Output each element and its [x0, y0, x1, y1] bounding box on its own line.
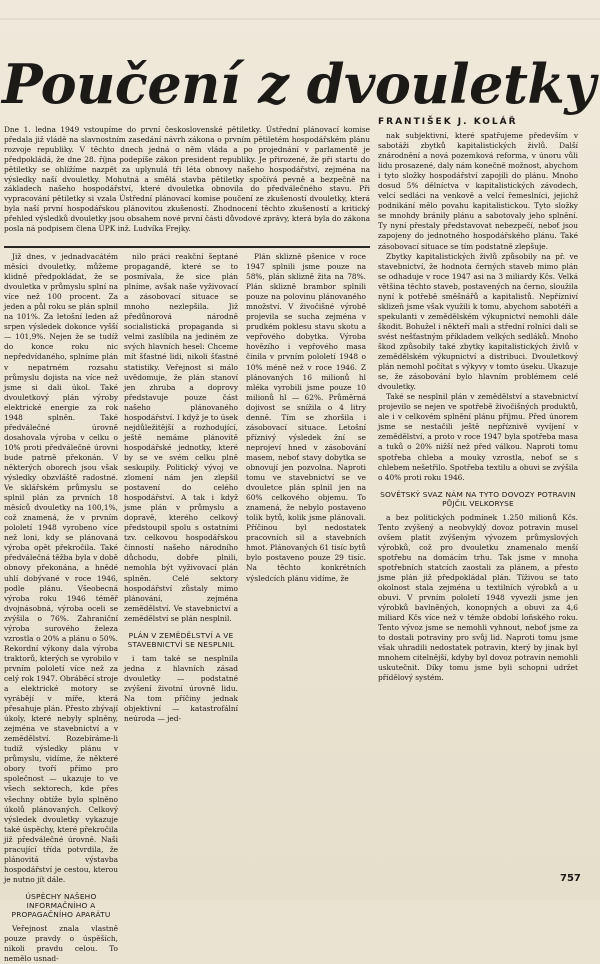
- text-column-2: [124, 252, 238, 888]
- text-column-3: [246, 252, 366, 888]
- text-column-1: [4, 252, 118, 964]
- column-paragraph: a bez politických podmínek 1.250 milionů Kčs. Tento zvýšený a neobvyklý dovoz potravin musel ovšem platit zvýšeným vývozem průmyslových výrobků, což pro dvouletku znamenalo menší spotřebu na domácím trhu. Tak jsme v mnoha spotřebních statcích zaostali za plánem, a přesto jsme plán již předpokládal plán. Tíživou se tato okolnost stala zejména u textilních výrobků a u obuvi. V prvním pololetí 1948 vyvezli jsme jen výrobků bavlněných, konopných a obuvi za 4,6 miliard Kčs více než v témže období loňského roku. Tento vývoz jsme se nemohli vyhnout, neboť jsme za to dostali potraviny pro svůj lid. Naproti tomu jsme však uhradili nedostatek potravin, který by jinak byl mnohem citelnější, kdyby byl dovoz potravin nemohli uskutečnit. Díky tomu jsme byli schopni udržet přídělový systém.: [378, 512, 578, 683]
- column-paragraph: Plán sklizně pšenice v roce 1947 splnili jsme pouze na 58%, plán sklizně žita na 78%. Plán sklizně brambor splnili pouze na polovinu plánovaného množství. V živočišné výrobě projevila se sucha zejména v prudkém poklesu stavu skotu a vepřového dobytka. Výroba hovězího i vepřového masa činila v prvním pololetí 1948 o 10% méně než v roce 1946. Z plánovaných 16 milionů hl mléka vyrobili jsme pouze 10 milionů hl — 62%. Průměrná dojivost se snížila o 4 litry denně. Tím se zhoršila i zásobovací situace. Letošní příznivý výsledek žní se neprojeví hned v zásobování masem, neboť stavy dobytka se obnovují jen pozvolna. Naproti tomu ve stavebnictví se ve dvouletce plán splnil jen na 60% celkového objemu. To znamená, že nebylo postaveno tolik bytů, kolik jsme plánovali. Příčinou byl nedostatek pracovních sil a stavebních hmot. Plánovaných 61 tisíc bytů bylo postaveno pouze 29 tisíc. Na těchto konkrétních výsledcích plánu vidíme, že: [246, 252, 366, 583]
- page-number: 757: [560, 873, 581, 884]
- article-byline: FRANTIŠEK J. KOLÁŘ: [378, 117, 518, 127]
- column-paragraph: i tam také se nesplnila jedna z hlavních zásad dvouletky — podstatné zvýšení životní úrovně lidu. Na tom příčiny jednak objektivní — katastrofální neúroda — jed-: [124, 653, 238, 724]
- page-fold: [0, 18, 600, 20]
- section-subheading: ÚSPĚCHY NAŠEHO INFORMAČNÍHO A PROPAGAČNÍHO APARÁTU: [11, 891, 111, 919]
- section-subheading: PLÁN V ZEMĚDĚLSTVÍ A VE STAVEBNICTVÍ SE NESPLNIL: [127, 630, 235, 649]
- column-paragraph: Již dnes, v jednadvacátém měsíci dvouletky, můžeme klidně předpokládat, že se dvouletka v průmyslu splní na více než 100 procent. Za jeden a půl roku se plán splnil na 101%. Za letošní leden až srpen výsledek dokonce vyšší — 101,9%. Nejen že se tudíž do konce roku nic nepředvídaného, splníme plán v nepatrném rozsahu průmyslu dojista na více než jsme si dali úkol. Také dvouletkový plán výroby elektrické energie za rok 1948 splněn. Také předválečné úrovně dosahovala výroba v celku o 10% proti předválečné úrovni bude patrně překonán. V některých oborech jsou však výsledky obzvláště radostné. Ve sklářském průmyslu se splnil plán za prvních 18 měsíců dvouletky na 100,1%, což znamená, že v prvním pololetí 1948 vyrobeno více než loni, kdy se plánovaná výroba opět překročila. Také předválečná těžba byla v době obnovy překonána, a hnědé uhlí dobývané v roce 1946, podle plánu. Všeobecná výroba roku 1946 téměř dvojnásobná, výroba oceli se zvýšila o 76%. Zahraniční výroba surového železa vzrostla o 20% a plánu o 50%. Rekordní výkony dala výroba traktorů, kterých se vyrobilo v prvním pololetí více než za celý rok 1947. Obráběcí stroje a elektrické motory se vyrábějí v míře, která přesahuje plán. Přesto zbývají úkoly, které nebyly splněny, zejména ve stavebnictví a v zemědělství. Rozebíráme-li tudíž výsledky plánu v průmyslu, vidíme, že některé obory tvoří přímo pro společnost — ukazuje to ve všech sektorech, kde přes všechny obtíže bylo splněno úkolů plánovaných. Celkový výsledek dvouletky vykazuje také úspěchy, které překročila již předválečné úrovně. Naši pracující třída potvrdila, že plánovitá výstavba hospodářství je cestou, kterou je nutno jít dále.: [4, 252, 118, 884]
- column-paragraph: Zbytky kapitalistických živlů způsobily na př. ve stavebnictví, že hodnota černých staveb mimo plán se odhaduje v roce 1947 asi na 3 miliardy Kčs. Velká většina těchto staveb, postavených na černo, sloužila nyní k potřebě směšnářů a kapitalistů. Nepřízniví sklizeň jsme však využili k tomu, abychom sabotéři a spekulanti v zemědělském výkupnictví nemohli dále škodit. Bohužel i někteří mali a střední rolníci dali se svést nešťastným příkladem velkých sedláků. Mnoho škod způsobily také zbytky kapitalistických živlů v zemědělském výkupnictví a distribuci. Dvouletkový plán nemohl počítat s výkyvy v tomto úseku. Ukazuje se, že zásobování bylo hlavním problémem celé dvouletky.: [378, 251, 578, 392]
- section-subheading: SOVĚTSKÝ SVAZ NÁM NA TYTO DOVOZY POTRAVIN PŮJČIL VELKORYSE: [380, 489, 576, 508]
- intro-divider: [4, 246, 370, 248]
- column-paragraph: Veřejnost znala vlastně pouze pravdy o úspěších, nikoli pravdu celou. To nemělo usnad-: [4, 923, 118, 964]
- article-title: Poučení z dvouletky: [2, 52, 596, 116]
- column-paragraph: nilo práci reakční šeptané propagandě, které se to posmívala, že sice plán plníme, avšak naše vyživovací a zásobovací situace se mnoho nezlepšila. Již předůnorová národně socialistická propaganda si velmi zaslíbila na jediném ze svých hlavních hesel: Chceme mít šťastné lidi, nikoli šťastné statistiky. Veřejnost si málo uvědomuje, že plán stanoví jen zhruba a doprovy představuje pouze část našeho plánovaného hospodářství. I když je to úsek nejdůležitější a rozhodující, ještě nemáme plánovitě hospodářské jednotky, které by se ve svém celku plně seskupily. Politický vývoj ve zlomení nám jen zlepšil postavení do celého hospodářství. A tak i když jsme plán v průmyslu a dopravě, kterého celkový předstoupil spolu s ostatními tzv. celkovou hospodářskou činností našeho národního důchodu, dobře plnili, nemohla být vyživovací plán splněn. Celé sektory hospodářství zůstaly mimo plánování, zejména zemědělství. Ve stavebnictví a zemědělství se plán nesplnil.: [124, 252, 238, 623]
- column-paragraph: nak subjektivní, které spatřujeme především v sabotáži zbytků kapitalistických živlů. Další znárodnění a nová pozemková reforma, v únoru vůli lidu prosazené, daly nám konečně možnost, abychom i tyto složky hospodářství zapojili do plánu. Mnoho dosud 5% dělníctva v kapitalistických závodech, velcí sedláci na venkově a velcí řemeslníci, jejichž podnikání mělo povahu kapitalistickou. Tyto složky se mnohdy bránily plánu a sabotovaly jeho splnění. Ty nyní přestaly představovat nebezpečí, neboť jsou zapojeny do jednotného hospodářského plánu. Také zásobovací situace se tím podstatně zlepšuje.: [378, 131, 578, 251]
- article-intro: Dne 1. ledna 1949 vstoupíme do první československé pětiletky. Ústřední plánovací komise předala již vládě na slavnostním zasedání návrh zákona o prvním pětiletém hospodářském plánu rozvoje republiky. V těchto dnech jedná o něm vláda a po projednání v parlamentě je předpokládá, že dne 28. října podepíše zákon president republiky. Je přirozené, že při startu do pětiletky se ohlížíme nazpět za uplynulá tři léta obnovy našeho hospodářství, zejména na výsledky naší dvouletky. Mohutná a smělá stavba pětiletky spočívá pevně a bezpečně na základech našeho hospodářství, které dvouletka obnovila do předválečného stavu. Při vypracování pětiletky si vzala Ústřední plánovací komise poučení ze zkušeností dvouletky, která byla naší první hospodářskou plánovitou zkušeností. Zhodnocení těchto zkušeností a kritický přehled výsledků dvouletky jsou obsahem nové první části důvodové zprávy, která byla do zákona posla ná podpisem člena ÚPK inž. Ludvíka Frejky.: [4, 125, 370, 234]
- column-paragraph: Také se nesplnil plán v zemědělství a stavebnictví projevilo se nejen ve spotřebě živočišných produktů, ale i v celkovém splnění plánu příjmu. Před únorem jsme se nestačili ještě nepříznivě vyvíjení v zemědělství, a proto v roce 1947 byla spotřeba masa a tuků o 20% nižší než před válkou. Naproti tomu spotřeba chleba a mouky vzrostla, neboť se s chlebem nešetřilo. Spotřeba textilu a obuvi se zvýšila o 40% proti roku 1946.: [378, 392, 578, 482]
- text-column-4: [378, 131, 578, 888]
